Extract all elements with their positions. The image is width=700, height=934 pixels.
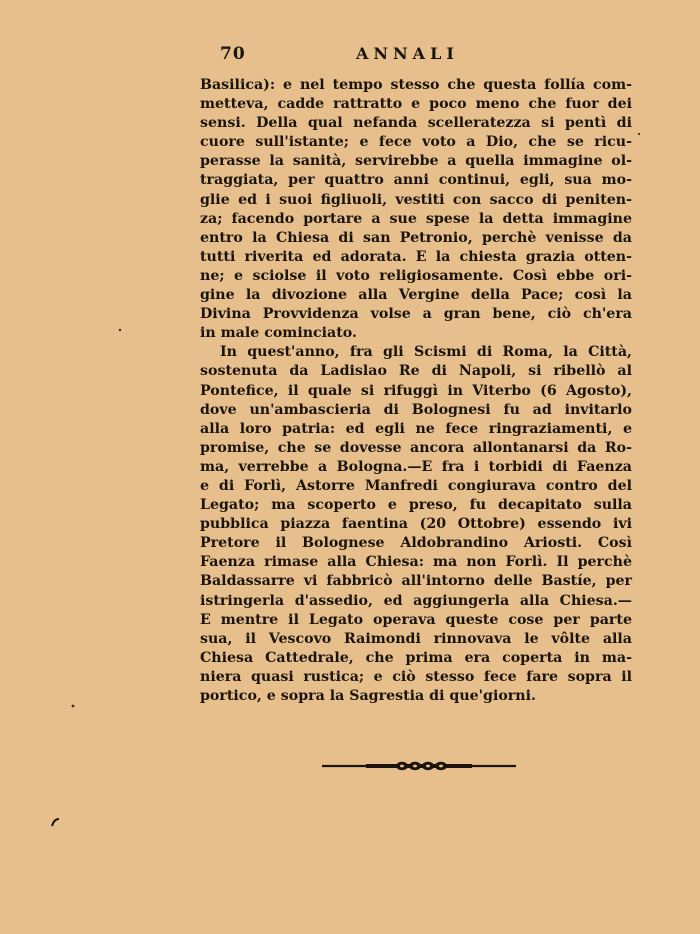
text-line: promise, che se dovesse ancora allontanarsi da Ro- bbox=[200, 439, 632, 456]
paragraph-first-line: In quest'anno, fra gli Scismi di Roma, la Città, bbox=[220, 344, 632, 361]
running-title: ANNALI bbox=[356, 44, 459, 63]
text-line: cuore sull'istante; e fece voto a Dio, che se ricu- bbox=[200, 134, 632, 151]
text-line: sua, il Vescovo Raimondi rinnovava le vôlte alla bbox=[200, 630, 632, 647]
text-line: sensi. Della qual nefanda scelleratezza si pentì di bbox=[200, 115, 632, 132]
page-number: 70 bbox=[220, 44, 246, 64]
text-line: glie ed i suoi figliuoli, vestiti con sacco di peniten- bbox=[200, 191, 632, 208]
text-line: Pontefice, il quale si rifuggì in Viterbo (6 Agosto), bbox=[200, 382, 632, 399]
text-line: Divina Provvidenza volse a gran bene, ciò ch'era bbox=[200, 306, 632, 323]
text-line: traggiata, per quattro anni continui, egli, sua mo- bbox=[200, 172, 632, 189]
text-line: tutti riverita ed adorata. E la chiesta grazia otten- bbox=[200, 248, 632, 265]
body-text bbox=[200, 76, 632, 706]
text-line: metteva, cadde rattratto e poco meno che fuor dei bbox=[200, 96, 632, 113]
text-line: gine la divozione alla Vergine della Pace; così la bbox=[200, 287, 632, 304]
text-line: Faenza rimase alla Chiesa: ma non Forlì. Il perchè bbox=[200, 554, 632, 571]
text-line: pubblica piazza faentina (20 Ottobre) essendo ivi bbox=[200, 516, 632, 533]
text-line: E mentre il Legato operava queste cose per parte bbox=[200, 611, 632, 628]
text-line: ma, verrebbe a Bologna.—E fra i torbidi di Faenza bbox=[200, 458, 632, 475]
text-line: dove un'ambascieria di Bolognesi fu ad invitarlo bbox=[200, 401, 632, 418]
text-line: za; facendo portare a sue spese la detta immagine bbox=[200, 210, 632, 227]
tailpiece-ornament bbox=[322, 758, 516, 774]
text-line: niera quasi rustica; e ciò stesso fece fare sopra il bbox=[200, 668, 632, 685]
text-line: Legato; ma scoperto e preso, fu decapitato sulla bbox=[200, 497, 632, 514]
text-line: istringerla d'assedio, ed aggiungerla alla Chiesa.— bbox=[200, 592, 632, 609]
text-line: Baldassarre vi fabbricò all'intorno delle Bastíe, per bbox=[200, 573, 632, 590]
text-line: sostenuta da Ladislao Re di Napoli, si ribellò al bbox=[200, 363, 632, 380]
text-line: Basilica): e nel tempo stesso che questa follía com- bbox=[200, 77, 632, 93]
text-line: perasse la sanità, servirebbe a quella immagine ol- bbox=[200, 153, 632, 170]
text-line: alla loro patria: ed egli ne fece ringraziamenti, e bbox=[200, 420, 632, 437]
text-line: Pretore il Bolognese Aldobrandino Ariosti. Così bbox=[200, 535, 632, 552]
text-line: Chiesa Cattedrale, che prima era coperta in ma- bbox=[200, 649, 632, 666]
paragraph-end-line: in male cominciato. bbox=[200, 325, 357, 342]
page-header bbox=[220, 44, 640, 66]
text-line: e di Forlì, Astorre Manfredi congiurava contro del bbox=[200, 477, 632, 494]
text-line: ne; e sciolse il voto religiosamente. Così ebbe ori- bbox=[200, 267, 632, 284]
paragraph-end-line: portico, e sopra la Sagrestia di que'giorni. bbox=[200, 688, 536, 704]
text-line: entro la Chiesa di san Petronio, perchè venisse da bbox=[200, 229, 632, 246]
